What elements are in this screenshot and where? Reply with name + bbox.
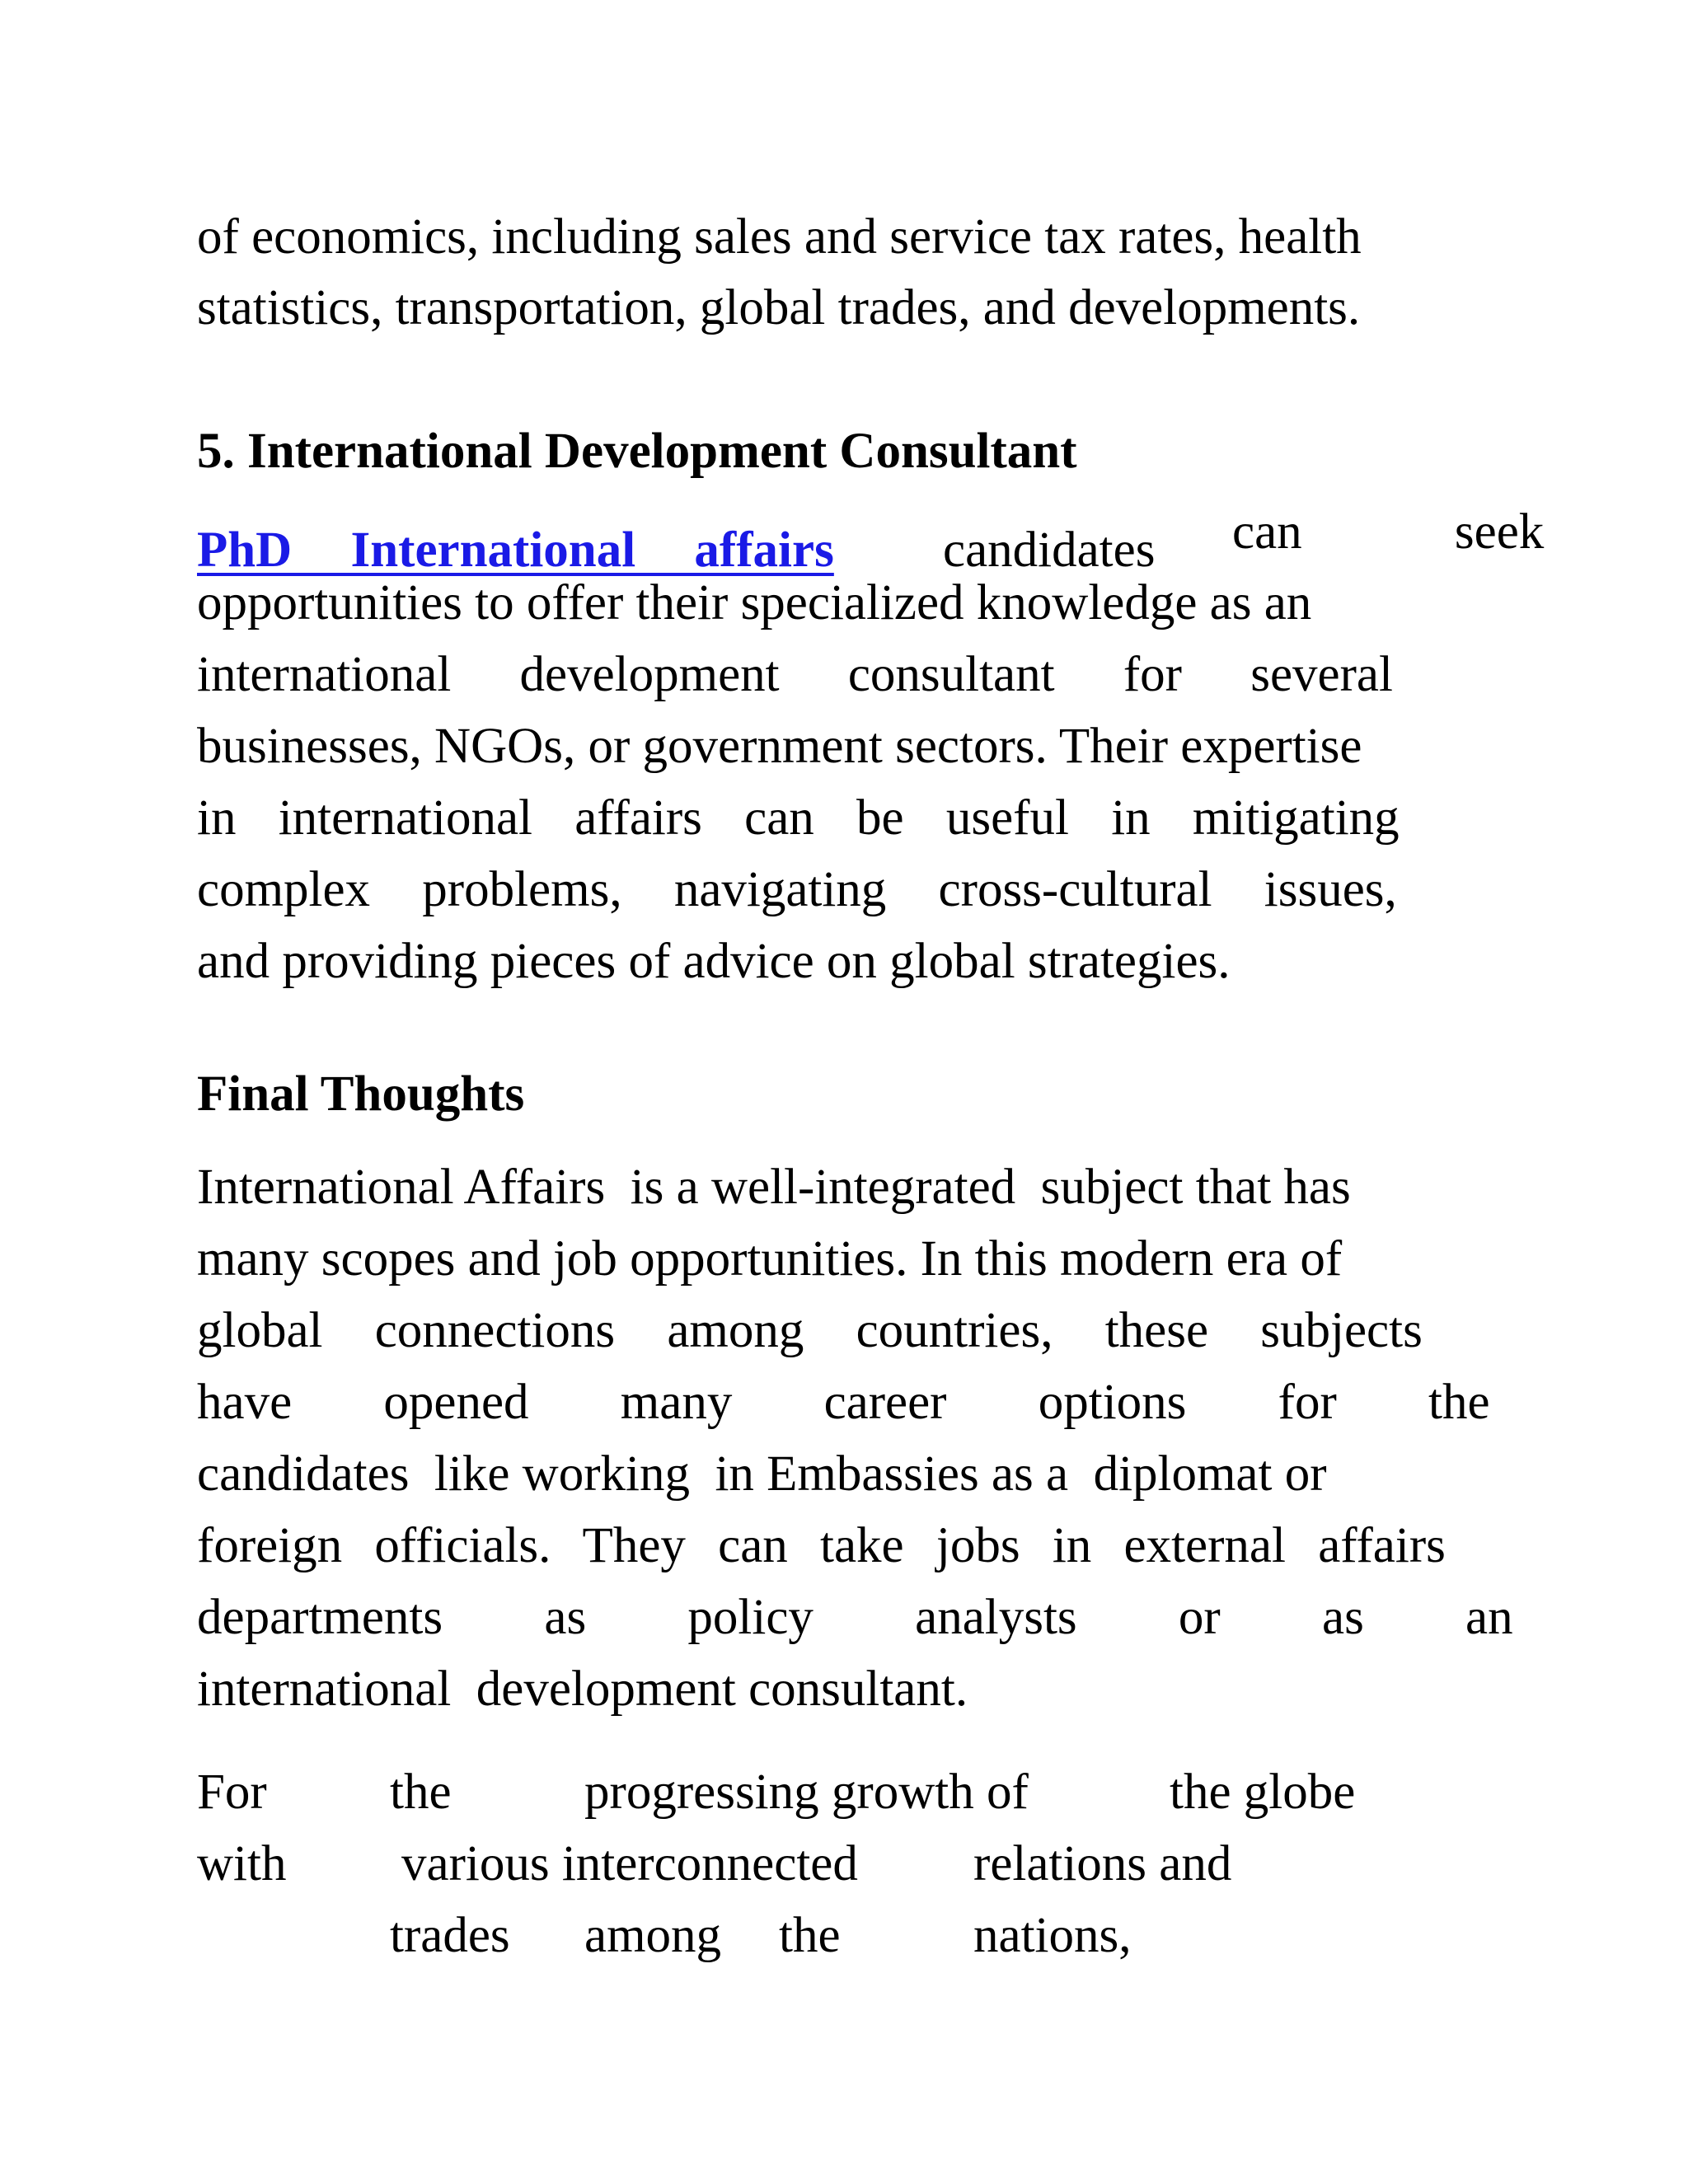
final-line-7 bbox=[197, 1588, 1513, 1647]
section-5-line-6 bbox=[197, 860, 1479, 920]
row3-word-4: nations, bbox=[973, 1908, 1132, 1963]
section-5-line-2: opportunities to offer their specialized knowledge as an bbox=[197, 575, 1312, 630]
section-5-line-4: businesses, NGOs, or government sectors. Their expertise bbox=[197, 719, 1362, 774]
row2-word-1: with bbox=[197, 1836, 287, 1891]
intro-line-2: statistics, transportation, global trades, and developments. bbox=[197, 280, 1361, 335]
row1-word-1: For bbox=[197, 1765, 267, 1820]
word-seek: seek bbox=[1454, 504, 1545, 560]
final-line-3 bbox=[197, 1301, 1479, 1361]
line-5-text: in international affairs can be useful in mitigating bbox=[197, 790, 1400, 846]
section-5-line-7: and providing pieces of advice on global strategies. bbox=[197, 934, 1231, 989]
final-line-3-text: global connections among countries, these subjects bbox=[197, 1303, 1423, 1358]
final-line-1: International Affairs is a well-integrated subject that has bbox=[197, 1160, 1351, 1215]
section-5-line-3 bbox=[197, 645, 1479, 705]
link-text: PhD International affairs bbox=[197, 523, 834, 578]
final-line-5: candidates like working in Embassies as a diplomat or bbox=[197, 1446, 1327, 1502]
phd-international-affairs-link[interactable] bbox=[197, 521, 883, 580]
row1-word-4: the globe bbox=[1170, 1765, 1356, 1820]
row3-word-1: trades bbox=[390, 1908, 510, 1963]
row2-word-2: various interconnected bbox=[401, 1836, 858, 1891]
final-line-4 bbox=[197, 1373, 1490, 1432]
row3-word-2: among bbox=[584, 1908, 722, 1963]
final-line-8: international development consultant. bbox=[197, 1661, 968, 1717]
row2-word-3: relations and bbox=[973, 1836, 1232, 1891]
final-line-6-text: foreign officials. They can take jobs in external affairs bbox=[197, 1518, 1446, 1573]
line-6-text: complex problems, navigating cross-cultural issues, bbox=[197, 862, 1397, 917]
row1-word-2: the bbox=[390, 1765, 452, 1820]
word-can: can bbox=[1232, 504, 1302, 560]
row1-word-3: progressing growth of bbox=[584, 1765, 1029, 1820]
section-5-heading: 5. International Development Consultant bbox=[197, 424, 1077, 479]
final-line-7-text: departments as policy analysts or as an bbox=[197, 1590, 1513, 1645]
final-line-6 bbox=[197, 1516, 1479, 1576]
final-line-4-text: have opened many career options for the bbox=[197, 1375, 1490, 1430]
final-thoughts-heading: Final Thoughts bbox=[197, 1066, 525, 1122]
line-3-text: international development consultant for several bbox=[197, 647, 1393, 702]
section-5-line-1 bbox=[197, 504, 1545, 580]
word-candidates: candidates bbox=[943, 523, 1156, 578]
row3-word-3: the bbox=[779, 1908, 841, 1963]
final-line-2: many scopes and job opportunities. In this modern era of bbox=[197, 1231, 1343, 1286]
section-5-line-5 bbox=[197, 789, 1479, 848]
intro-line-1: of economics, including sales and service tax rates, health bbox=[197, 209, 1362, 265]
